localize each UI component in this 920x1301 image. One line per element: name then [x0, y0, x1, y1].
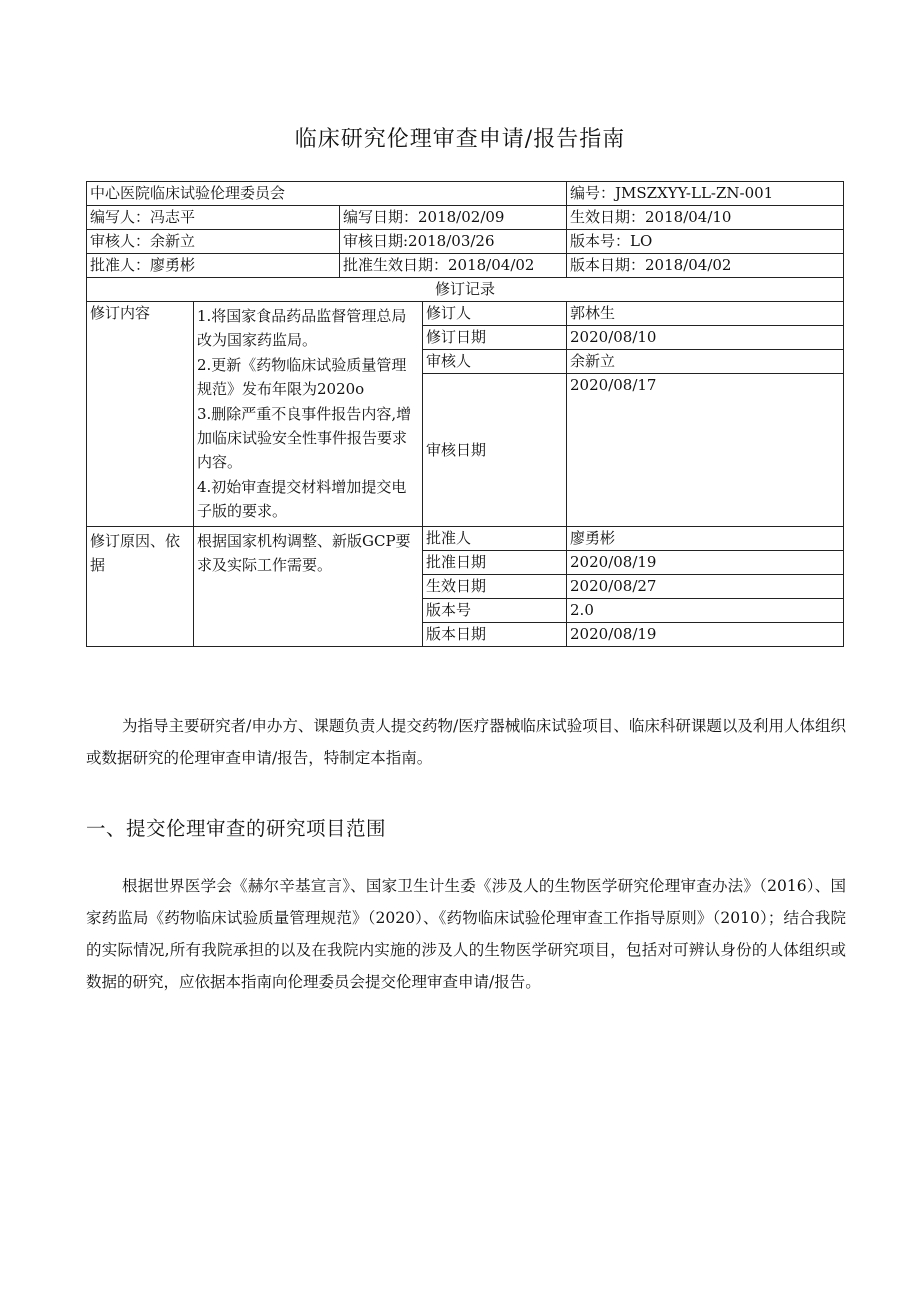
version-date-label: 版本日期	[423, 623, 567, 647]
version-cell: 版本号：LO	[567, 230, 844, 254]
version-date-value: 2020/08/19	[567, 623, 844, 647]
revision-date-value: 2020/08/10	[567, 326, 844, 350]
revision-reason-label: 修订原因、依据	[87, 527, 194, 647]
review-date-cell: 审核日期:2018/03/26	[340, 230, 567, 254]
revision-review-date-value: 2020/08/17	[567, 374, 844, 527]
version-number-value: 2.0	[567, 599, 844, 623]
section-paragraph: 根据世界医学会《赫尔辛基宣言》、国家卫生计生委《涉及人的生物医学研究伦理审查办法》（2016）、国家药监局《药物临床试验质量管理规范》（2020）、《药物临床试验伦理审查工作指导原则》（2010）；结合我院的实际情况,所有我院承担的以及在我院内实施的涉及人的生物医学研究项目，包括对可辨认身份的人体组织或数据的研究，应依据本指南向伦理委员会提交伦理审查申请/报告。	[86, 877, 846, 991]
reviewer-cell: 审核人：余新立	[87, 230, 340, 254]
reviser-label: 修订人	[423, 302, 567, 326]
committee-name: 中心医院临床试验伦理委员会	[87, 182, 567, 206]
document-control-table	[86, 181, 844, 647]
revision-item: 2.更新《药物临床试验质量管理规范》发布年限为2020o	[197, 355, 407, 399]
effective-date-label: 生效日期	[423, 575, 567, 599]
approval-date-value: 2020/08/19	[567, 551, 844, 575]
effective-date-cell: 生效日期：2018/04/10	[567, 206, 844, 230]
document-code: 编号：JMSZXYY-LL-ZN-001	[567, 182, 844, 206]
revision-item: 1.将国家食品药品监督管理总局改为国家药监局。	[197, 307, 407, 350]
author-date-cell: 编写日期：2018/02/09	[340, 206, 567, 230]
revision-record-header: 修订记录	[87, 278, 844, 302]
revision-item: 3.删除严重不良事件报告内容,增加临床试验安全性事件报告要求内容。	[197, 404, 412, 472]
section-heading: 一、提交伦理审查的研究项目范围	[86, 817, 387, 840]
revision-content-label: 修订内容	[87, 302, 194, 527]
effective-date-value: 2020/08/27	[567, 575, 844, 599]
revision-reason-body: 根据国家机构调整、新版GCP要求及实际工作需要。	[194, 527, 423, 647]
approver-cell: 批准人：廖勇彬	[87, 254, 340, 278]
approver-value: 廖勇彬	[567, 527, 844, 551]
version-number-label: 版本号	[423, 599, 567, 623]
revision-item: 4.初始审查提交材料增加提交电子版的要求。	[197, 477, 407, 521]
page-title: 临床研究伦理审查申请/报告指南	[294, 127, 626, 152]
revision-review-date-label: 审核日期	[423, 374, 567, 527]
author-cell: 编写人：冯志平	[87, 206, 340, 230]
reviser-value: 郭林生	[567, 302, 844, 326]
approval-date-label: 批准日期	[423, 551, 567, 575]
revision-date-label: 修订日期	[423, 326, 567, 350]
revision-reviewer-value: 余新立	[567, 350, 844, 374]
intro-paragraph: 为指导主要研究者/申办方、课题负责人提交药物/医疗器械临床试验项目、临床科研课题以及利用人体组织或数据研究的伦理审查申请/报告，特制定本指南。	[86, 717, 846, 767]
revision-reviewer-label: 审核人	[423, 350, 567, 374]
version-date-cell: 版本日期：2018/04/02	[567, 254, 844, 278]
approval-effective-date-cell: 批准生效日期：2018/04/02	[340, 254, 567, 278]
revision-content-body	[194, 302, 423, 527]
approver-label: 批准人	[423, 527, 567, 551]
